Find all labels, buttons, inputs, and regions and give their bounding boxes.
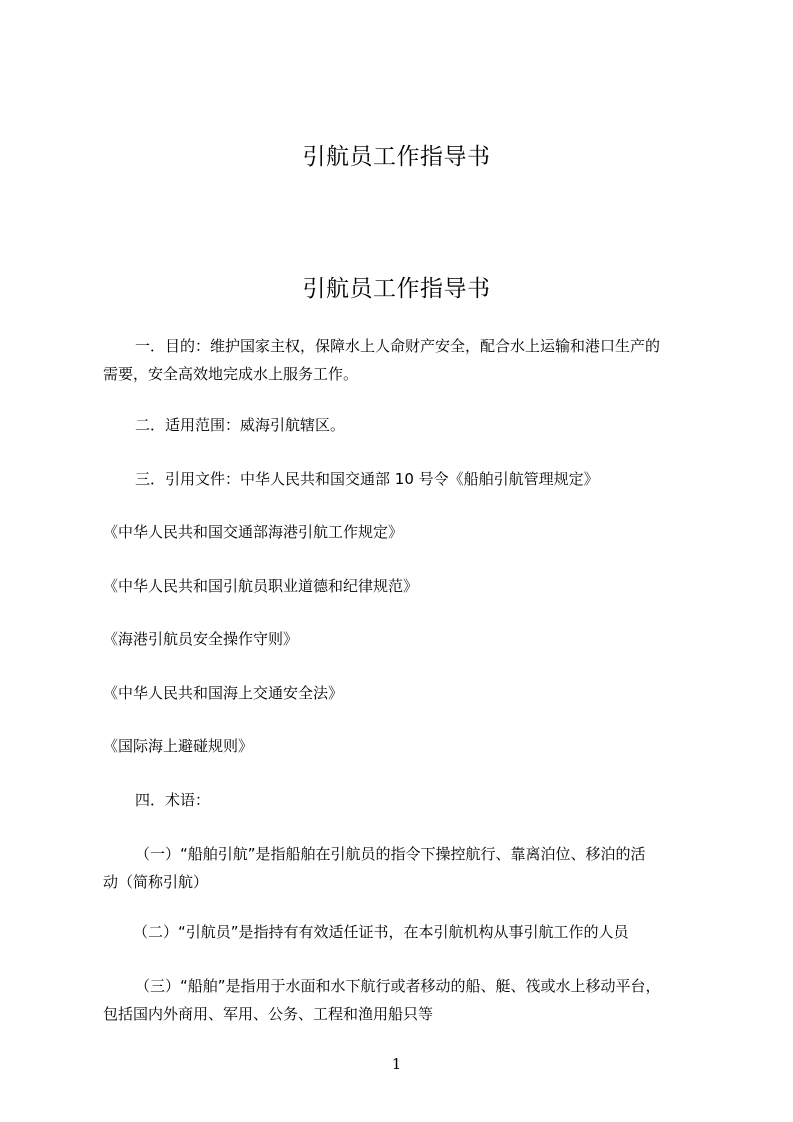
term-line-1: （三）“船舶”是指用于水面和水下航行或者移动的船、艇、筏或水上移动平台，	[135, 977, 661, 995]
term-item	[103, 840, 699, 896]
reference-item: 《中华人民共和国引航员职业道德和纪律规范》	[103, 577, 419, 595]
references-intro: 三．引用文件：中华人民共和国交通部 10 号令《船舶引航管理规定》	[135, 470, 599, 488]
reference-item: 《国际海上避碰规则》	[103, 737, 254, 755]
purpose-line-2: 需要，安全高效地完成水上服务工作。	[103, 365, 359, 383]
reference-item: 《海港引航员安全操作守则》	[103, 630, 299, 648]
header-title: 引航员工作指导书	[302, 144, 491, 170]
term-line-2: 动（简称引航）	[103, 873, 209, 891]
terms-heading: 四．术语：	[135, 791, 211, 809]
document-title: 引航员工作指导书	[302, 276, 491, 302]
term-item: （二）“引航员”是指持有有效适任证书，在本引航机构从事引航工作的人员	[133, 923, 629, 941]
purpose-paragraph	[103, 332, 699, 388]
purpose-line-1: 一．目的：维护国家主权，保障水上人命财产安全，配合水上运输和港口生产的	[135, 337, 661, 355]
reference-item: 《中华人民共和国交通部海港引航工作规定》	[103, 523, 404, 541]
scope-paragraph: 二．适用范围：威海引航辖区。	[135, 416, 346, 434]
reference-item: 《中华人民共和国海上交通安全法》	[103, 684, 344, 702]
term-item	[103, 972, 699, 1028]
term-line-2: 包括国内外商用、军用、公务、工程和渔用船只等	[103, 1005, 434, 1023]
term-line-1: （一）“船舶引航”是指船舶在引航员的指令下操控航行、靠离泊位、移泊的活	[135, 845, 646, 863]
page-number: 1	[391, 1055, 402, 1073]
